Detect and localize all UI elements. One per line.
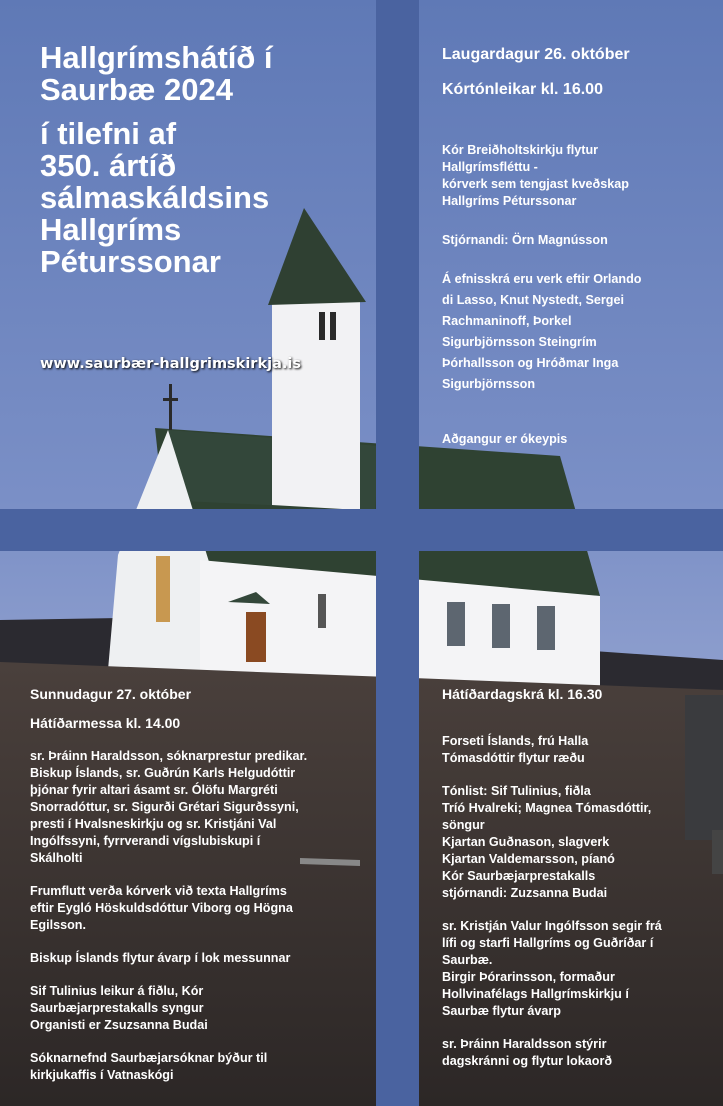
subtitle-line: 350. ártíð (40, 148, 177, 183)
text-line: Saurbæjarprestakalls syngur (30, 1001, 204, 1015)
text-line: Sigurbjörnsson Steingrím (442, 335, 597, 349)
text-line: kirkjukaffis í Vatnaskógi (30, 1068, 174, 1082)
festival-heading: Hátíðardagskrá kl. 16.30 (442, 686, 603, 702)
subtitle-line: sálmaskáldsins (40, 180, 270, 215)
text-line: sr. Þráinn Haraldsson, sóknarprestur predikar. (30, 749, 308, 763)
closing-text (442, 1036, 717, 1070)
poster-title (40, 42, 370, 106)
text-line: Á efnisskrá eru verk eftir Orlando (442, 272, 642, 286)
text-line: Kór Breiðholtskirkju flytur (442, 143, 599, 157)
sunday-date: Sunnudagur 27. október (30, 686, 192, 702)
text-line: Þórhallsson og Hróðmar Inga (442, 356, 619, 370)
premiere-text (30, 883, 375, 934)
text-line: stjórnandi: Zuzsanna Budai (442, 886, 608, 900)
subtitle-line: í tilefni af (40, 116, 177, 151)
text-line: Kór Saurbæjarprestakalls (442, 869, 596, 883)
text-line: Forseti Íslands, frú Halla (442, 734, 589, 748)
text-line: presti í Hvalsneskirkju og sr. Kristjáni Val (30, 817, 277, 831)
poster-subtitle (40, 118, 370, 278)
text-line: Snorradóttur, sr. Sigurði Grétari Sigurðssyni, (30, 800, 299, 814)
text-line: Sif Tulinius leikur á fiðlu, Kór (30, 984, 204, 998)
concert-heading: Kórtónleikar kl. 16.00 (442, 81, 603, 98)
subtitle-line: Péturssonar (40, 244, 221, 279)
concert-program (442, 269, 712, 395)
text-line: kórverk sem tengjast kveðskap (442, 177, 629, 191)
bishop-address: Biskup Íslands flytur ávarp í lok messunnar (30, 951, 291, 965)
text-line: Saurbæ. (442, 953, 493, 967)
text-line: Ingólfssyni, fyrrverandi vígslubiskupi í (30, 834, 261, 848)
text-line: Organisti er Zsuzsanna Budai (30, 1018, 208, 1032)
text-line: Rachmaninoff, Þorkel (442, 314, 572, 328)
text-line: Tómasdóttir flytur ræðu (442, 751, 585, 765)
saturday-date: Laugardagur 26. október (442, 46, 630, 63)
mass-heading: Hátíðarmessa kl. 14.00 (30, 715, 181, 731)
text-line: sr. Kristján Valur Ingólfsson segir frá (442, 919, 662, 933)
church-door (246, 612, 266, 662)
text-line: þjónar fyrir altari ásamt sr. Ólöfu Margréti (30, 783, 278, 797)
title-block (40, 42, 370, 278)
president-text (442, 733, 717, 767)
text-line: Hallgrímsfléttu - (442, 160, 538, 174)
admission-note: Aðgangur er ókeypis (442, 432, 568, 446)
text-line: di Lasso, Knut Nystedt, Sergei (442, 293, 624, 307)
text-line: Biskup Íslands, sr. Guðrún Karls Helgudóttir (30, 766, 296, 780)
cross-horizontal-bar (0, 509, 723, 551)
subtitle-line: Hallgríms (40, 212, 182, 247)
festival-program-panel (442, 686, 717, 1070)
text-line: Birgir Þórarinsson, formaður (442, 970, 615, 984)
tower-window (319, 312, 325, 340)
text-line: Skálholti (30, 851, 83, 865)
cross-vertical-bar (376, 0, 419, 1106)
stained-window (156, 556, 170, 622)
music-text (30, 983, 375, 1034)
text-line: dagskránni og flytur lokaorð (442, 1054, 613, 1068)
text-line: söngur (442, 818, 485, 832)
text-line: Kjartan Valdemarsson, píanó (442, 852, 615, 866)
festival-music-text (442, 783, 717, 902)
gable-cross (169, 384, 172, 430)
text-line: Kjartan Guðnason, slagverk (442, 835, 610, 849)
title-line: Saurbæ 2024 (40, 72, 233, 107)
text-line: Tríó Hvalreki; Magnea Tómasdóttir, (442, 801, 652, 815)
text-line: Hallgríms Péturssonar (442, 194, 577, 208)
text-line: Sigurbjörnsson (442, 377, 536, 391)
church-tower (272, 300, 360, 510)
text-line: lífi og starfi Hallgríms og Guðríðar í (442, 936, 654, 950)
side-window (447, 602, 465, 646)
text-line: Tónlist: Sif Tulinius, fiðla (442, 784, 591, 798)
text-line: Sóknarnefnd Saurbæjarsóknar býður til (30, 1051, 268, 1065)
saturday-panel (442, 45, 712, 448)
text-line: Egilsson. (30, 918, 86, 932)
text-line: eftir Eygló Höskuldsdóttur Viborg og Högna (30, 901, 293, 915)
conductor: Stjórnandi: Örn Magnússon (442, 233, 608, 247)
text-line: Saurbæ flytur ávarp (442, 1004, 561, 1018)
clergy-text (30, 748, 375, 867)
text-line: Hollvinafélags Hallgrímskirkju í (442, 987, 629, 1001)
website-url: www.saurbær-hallgrimskirkja.is (40, 356, 301, 372)
talk-text (442, 918, 717, 1020)
coffee-text (30, 1050, 375, 1084)
text-line: Frumflutt verða kórverk við texta Hallgríms (30, 884, 287, 898)
concert-intro (442, 142, 712, 210)
sunday-panel (30, 686, 375, 1084)
title-line: Hallgrímshátíð í (40, 40, 273, 75)
text-line: sr. Þráinn Haraldsson stýrir (442, 1037, 607, 1051)
